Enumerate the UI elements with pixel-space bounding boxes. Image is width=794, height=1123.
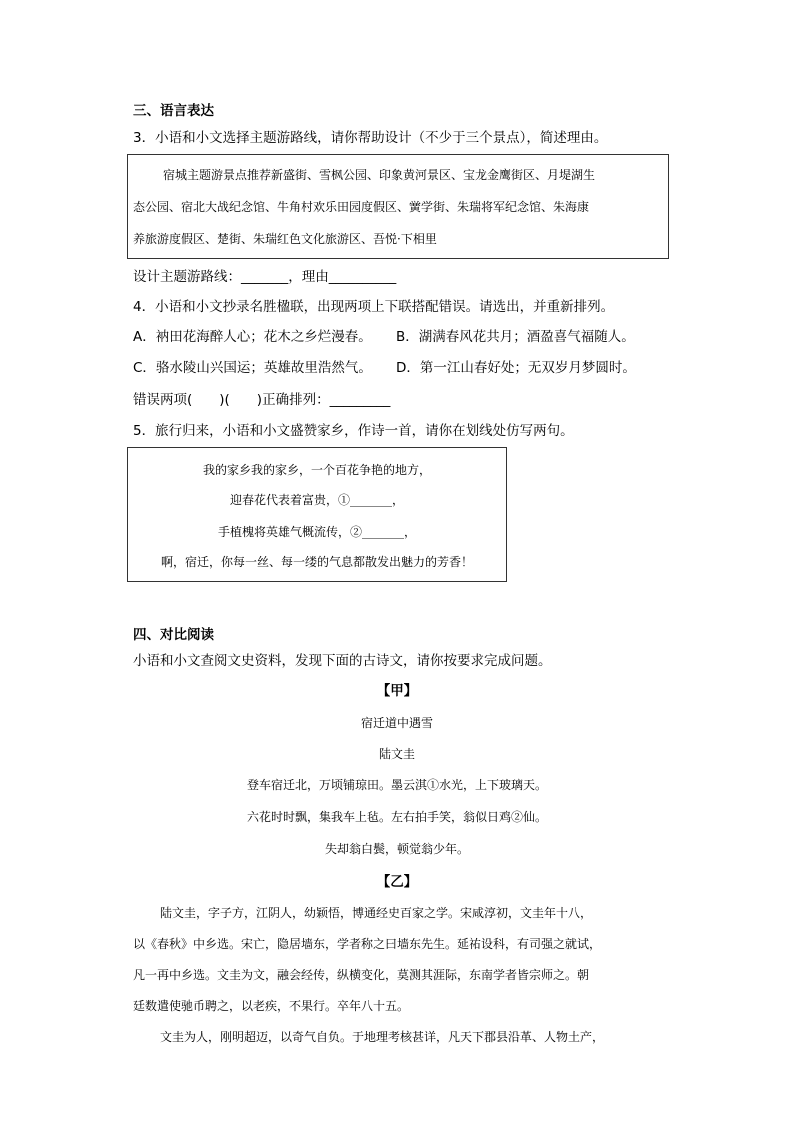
passage-yi-label: 【乙】	[376, 874, 418, 890]
question-4-prompt: 4．小语和小文抄录名胜楹联，出现两项上下联搭配错误。请选出，并重新排列。	[133, 299, 615, 315]
passage-jia-label: 【甲】	[376, 683, 418, 699]
poem-author: 陆文圭	[378, 747, 415, 761]
poem-box-line: 手植槐将英雄气概流传，②_______，	[217, 525, 416, 539]
scenic-spots-box	[127, 154, 669, 259]
scenic-spots-line: 态公园、宿北大战纪念馆、牛角村欢乐田园度假区、黉学街、朱瑞将军纪念馆、朱海康	[133, 200, 590, 214]
prose-line: 凡一再中乡选。文圭为文，融会经传，纵横变化，莫测其涯际，东南学者皆宗师之。朝	[133, 968, 590, 982]
prose-line: 廷数遣使驰币聘之，以老疾，不果行。卒年八十五。	[133, 999, 410, 1013]
scenic-spots-line: 养旅游度假区、楚街、朱瑞红色文化旅游区、吾悦·下相里	[133, 232, 437, 246]
question-3-prompt: 3．小语和小文选择主题游路线，请你帮助设计（不少于三个景点），简述理由。	[133, 130, 608, 146]
poem-box-line: 我的家乡我的家乡，一个百花争艳的地方，	[202, 463, 431, 477]
poem-title: 宿迁道中遇雪	[360, 716, 433, 730]
question-4-answer-line[interactable]: 错误两项( )( )正确排列：_________	[133, 392, 391, 408]
scenic-spots-line: 宿城主题游景点推荐新盛街、雪枫公园、印象黄河景区、宝龙金鹰街区、月堤湖生	[163, 168, 596, 182]
question-4-option-d: D．第一江山春好处；无双岁月梦圆时。	[396, 360, 636, 376]
question-4-option-c: C．骆水陵山兴国运；英雄故里浩然气。	[133, 360, 372, 376]
prose-line: 文圭为人，刚明超迈，以奇气自负。于地理考核甚详，凡天下郡县沿革、人物土产，	[160, 1030, 605, 1044]
poem-box	[127, 447, 507, 582]
section4-intro: 小语和小文查阅文史资料，发现下面的古诗文，请你按要求完成问题。	[133, 653, 552, 669]
question-5-prompt: 5．旅行归来，小语和小文盛赞家乡，作诗一首，请你在划线处仿写两句。	[133, 423, 574, 439]
question-4-option-b: B．湖满春风花共月；酒盈喜气福随人。	[396, 329, 635, 345]
poem-line: 失却翁白鬓，顿觉翁少年。	[324, 842, 469, 856]
section4-heading: 四、对比阅读	[133, 627, 214, 643]
poem-box-line: 迎春花代表着富贵，①_______，	[229, 493, 404, 507]
poem-line: 登车宿迁北，万顷铺琼田。墨云淇①水光，上下玻璃天。	[246, 778, 547, 792]
poem-line: 六花时时飘，集我车上毡。左右拍手笑，翁似日鸡②仙。	[246, 810, 547, 824]
question-4-option-a: A．衲田花海醉人心；花木之乡烂漫春。	[133, 329, 372, 345]
prose-line: 以《春秋》中乡选。宋亡，隐居墙东，学者称之曰墙东先生。延祐设科，有司强之就试，	[133, 937, 602, 951]
section3-heading: 三、语言表达	[133, 103, 214, 119]
question-3-answer-line[interactable]: 设计主题游路线：_______，理由__________	[133, 269, 397, 285]
poem-box-line: 啊，宿迁，你每一丝、每一缕的气息都散发出魅力的芳香！	[160, 555, 473, 569]
prose-line: 陆文圭，字子方，江阴人，幼颖悟，博通经史百家之学。宋咸淳初，文圭年十八，	[160, 906, 593, 920]
